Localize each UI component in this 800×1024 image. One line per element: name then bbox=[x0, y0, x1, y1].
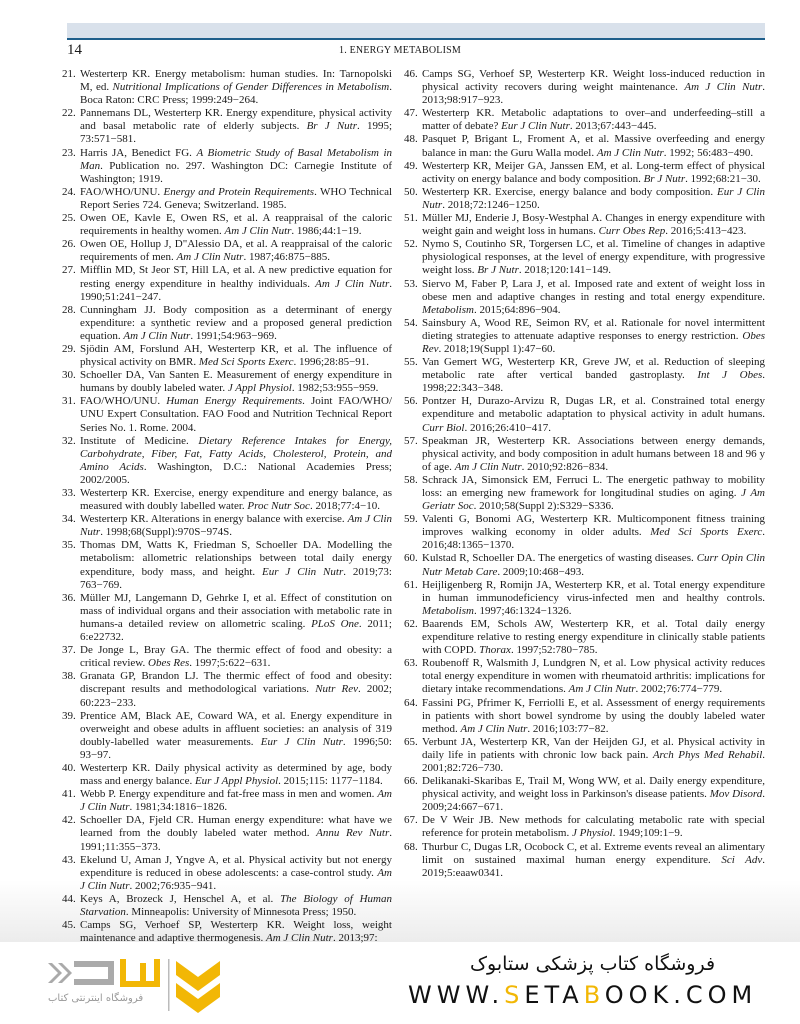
reference-text: Webb P. Energy expenditure and fat-free mass in men and women. bbox=[80, 788, 378, 801]
reference-journal: Am J Clin Nutr bbox=[80, 866, 392, 892]
reference-number: 44. bbox=[62, 892, 76, 905]
reference-journal: Eur J Clin Nutr bbox=[260, 735, 343, 748]
reference-text: Verbunt JA, Westerterp KR, Van der Heijden GJ, et al. Physical activity in daily life in patients with chronic low back pain. bbox=[422, 735, 765, 761]
reference-text: Pasquet P, Brigant L, Froment A, et al. Massive overfeeding and energy balance in man: the Guru Walla model. bbox=[422, 133, 765, 159]
reference-number: 28. bbox=[62, 303, 76, 316]
reference-item bbox=[62, 670, 392, 709]
reference-journal: Am J Clin Nutr bbox=[315, 277, 390, 290]
reference-citation: . 2002;76:774−779. bbox=[635, 683, 723, 696]
reference-text: Westerterp KR. Energy metabolism: human studies. In: Tarnopolski M, ed. bbox=[80, 68, 392, 94]
reference-citation: . WHO Technical Report Series 724. Geneva; Switzerland. 1985. bbox=[80, 185, 393, 211]
reference-text: Thurbur C, Dugas LR, Ocobock C, et al. Extreme events reveal an alimentary limit on sustained maximal human energy expenditure. bbox=[422, 840, 765, 866]
reference-item bbox=[404, 317, 765, 356]
reference-citation: . 2011; 6:e22732. bbox=[80, 617, 392, 644]
reference-number: 25. bbox=[62, 212, 76, 225]
reference-text: FAO/WHO/UNU. bbox=[80, 185, 164, 198]
store-name: فروشگاه کتاب پزشکی ستابوک bbox=[470, 953, 716, 975]
reference-journal: Curr Biol bbox=[422, 421, 465, 434]
url-accent-letter: S bbox=[504, 981, 525, 1009]
reference-citation: . Washington, D.C.: National Academies Press; 2002/2005. bbox=[80, 460, 392, 486]
reference-number: 26. bbox=[62, 238, 76, 251]
reference-citation: . 2013;67:443−445. bbox=[569, 120, 657, 133]
reference-item bbox=[404, 238, 765, 277]
reference-text: Pannemans DL, Westerterp KR. Energy expenditure, physical activity and basal metabolic rate of elderly subjects. bbox=[80, 107, 392, 133]
reference-journal: Br J Nutr bbox=[306, 120, 357, 133]
reference-journal: Am J Clin Nutr bbox=[80, 788, 392, 814]
reference-journal: Dietary Reference Intakes for Energy, Carbohydrate, Fiber, Fat, Fatty Acids, Cholesterol, Protein, and Amino Acids bbox=[80, 434, 392, 473]
reference-citation: . 2001;82:726−730. bbox=[422, 748, 765, 774]
reference-item bbox=[62, 343, 392, 369]
reference-text: Müller MJ, Langemann D, Gehrke I, et al. Effect of constitution on mass of individual organs and their association with metabolic rate in humans-a detailed review on allometric scaling. bbox=[80, 591, 392, 630]
reference-text: Heijligenberg R, Romijn JA, Westerterp KR, et al. Total energy expenditure in human immunodeficiency virus-infected men and healthy controls. bbox=[422, 578, 765, 604]
reference-citation: . 2018;72:1246−1250. bbox=[442, 198, 540, 211]
reference-item bbox=[404, 697, 765, 736]
reference-item bbox=[404, 435, 765, 474]
reference-number: 30. bbox=[62, 369, 76, 382]
reference-citation: . 2002; 60:223−233. bbox=[80, 683, 392, 709]
reference-citation: . 1981;34:1816−1826. bbox=[129, 801, 228, 814]
reference-number: 66. bbox=[404, 775, 418, 788]
reference-journal: Eur J Clin Nutr bbox=[262, 565, 344, 578]
reference-item bbox=[62, 814, 392, 853]
reference-number: 22. bbox=[62, 107, 76, 120]
reference-journal: Proc Nutr Soc bbox=[247, 500, 310, 513]
reference-number: 37. bbox=[62, 644, 76, 657]
reference-text: Owen OE, Kavle E, Owen RS, et al. A reappraisal of the caloric requirements in healthy women. bbox=[80, 212, 392, 238]
reference-item bbox=[62, 788, 392, 814]
reference-text: Pontzer H, Durazo-Arvizu R, Dugas LR, et al. Constrained total energy expenditure and metabolic adaptation to physical activity in adult humans. bbox=[422, 395, 765, 421]
reference-journal: Am J Clin Nutr bbox=[596, 146, 664, 159]
reference-citation: . 2009;24:667−671. bbox=[422, 788, 766, 814]
reference-number: 42. bbox=[62, 814, 76, 827]
url-part: WWW. bbox=[408, 981, 505, 1009]
reference-number: 40. bbox=[62, 761, 76, 774]
reference-text: Valenti G, Bonomi AG, Westerterp KR. Multicomponent fitness training improves walking economy in older adults. bbox=[422, 513, 765, 539]
reference-number: 59. bbox=[404, 513, 418, 526]
reference-number: 49. bbox=[404, 159, 418, 172]
reference-number: 35. bbox=[62, 539, 76, 552]
reference-citation: . 1997;46:1324−1326. bbox=[473, 604, 572, 617]
reference-text: Westerterp KR. Metabolic adaptations to over–and underfeeding–still a matter of debate? bbox=[422, 107, 765, 133]
reference-number: 52. bbox=[404, 238, 418, 251]
reference-citation: . 2016;5:413−423. bbox=[665, 225, 747, 238]
reference-citation: . 2016;26:410−417. bbox=[464, 421, 552, 434]
reference-text: Van Gemert WG, Westerterp KR, Greve JW, et al. Reduction of sleeping metabolic rate after vertical banded gastroplasty. bbox=[422, 356, 765, 382]
reference-journal: Nutritional Implications of Gender Differences in Metabolism bbox=[112, 81, 390, 94]
reference-number: 36. bbox=[62, 591, 76, 604]
reference-text: FAO/WHO/UNU. bbox=[80, 395, 167, 408]
reference-citation: . 1992;68:21−30. bbox=[685, 172, 761, 185]
reference-text: Harris JA, Benedict FG. bbox=[80, 146, 197, 159]
reference-citation: . 2016;103:77−82. bbox=[527, 722, 609, 735]
reference-journal: Human Energy Requirements bbox=[166, 395, 303, 408]
reference-journal: Sci Adv bbox=[721, 853, 763, 866]
reference-text: Baarends EM, Schols AW, Westerterp KR, et al. Total daily energy expenditure relative to resting energy expenditure in clinically stable patients with COPD. bbox=[422, 617, 765, 657]
reference-text: Speakman JR, Westerterp KR. Associations between energy demands, physical activity, and body composition in adult humans between 18 and 96 y of age. bbox=[422, 434, 765, 473]
reference-number: 45. bbox=[62, 919, 76, 932]
reference-text: Camps SG, Verhoef SP, Westerterp KR. Weight loss, weight maintenance and adaptive thermogenesis. bbox=[80, 919, 392, 945]
reference-journal: Int J Obes bbox=[697, 369, 763, 382]
reference-journal: Nutr Rev bbox=[315, 683, 359, 696]
setabook-logo bbox=[40, 951, 220, 1019]
reference-item bbox=[62, 919, 392, 945]
reference-number: 33. bbox=[62, 487, 76, 499]
reference-item bbox=[404, 278, 765, 317]
reference-text: Sainsbury A, Wood RE, Seimon RV, et al. Rationale for novel intermittent dieting strategies to attenuate adaptive responses to energy restriction. bbox=[422, 316, 765, 342]
reference-item bbox=[62, 710, 392, 762]
reference-journal: Thorax bbox=[479, 644, 511, 657]
reference-citation: . 1996;50: 93−97. bbox=[80, 735, 392, 761]
reference-number: 46. bbox=[404, 68, 418, 80]
reference-journal: A Biometric Study of Basal Metabolism in Man bbox=[80, 146, 392, 172]
reference-journal: Am J Clin Nutr bbox=[684, 81, 763, 94]
reference-citation: . 1997;52:780−785. bbox=[510, 644, 598, 657]
reference-text: De Jonge L, Bray GA. The thermic effect of food and obesity: a critical review. bbox=[80, 644, 392, 670]
header-rule bbox=[67, 38, 765, 40]
url-part: ETA bbox=[524, 981, 584, 1009]
reference-number: 47. bbox=[404, 107, 418, 120]
reference-item bbox=[62, 762, 392, 788]
reference-text: Schrack JA, Simonsick EM, Ferruci L. The energetic pathway to mobility loss: an emerging new framework for longitudinal studies on aging. bbox=[422, 473, 765, 499]
reference-text: Mifflin MD, St Jeor ST, Hill LA, et al. A new predictive equation for resting energy expenditure in healthy individuals. bbox=[80, 264, 392, 290]
reference-citation: . Minneapolis: University of Minnesota Press; 1950. bbox=[125, 906, 357, 918]
reference-text: Schoeller DA, Fjeld CR. Human energy expenditure: what have we learned from the doubly labeled water method. bbox=[80, 814, 392, 840]
reference-number: 67. bbox=[404, 814, 418, 827]
reference-citation: . 1996;28:85−91. bbox=[293, 356, 370, 369]
reference-item bbox=[62, 68, 392, 107]
header-band bbox=[67, 23, 765, 38]
reference-journal: Curr Obes Rep bbox=[598, 225, 666, 238]
reference-text: Sjödin AM, Forslund AH, Westerterp KR, et al. The influence of physical activity on BMR. bbox=[80, 342, 392, 369]
reference-text: Fassini PG, Pfrimer K, Ferriolli E, et al. Assessment of energy requirements in patients with short bowel syndrome by using the doubly labeled water method. bbox=[422, 696, 765, 735]
reference-journal: Eur J Clin Nutr bbox=[422, 185, 765, 211]
reference-number: 24. bbox=[62, 185, 76, 198]
reference-text: Thomas DM, Watts K, Friedman S, Schoeller DA. Modelling the metabolism: allometric relationships between total daily energy expenditure, body mass, and height. bbox=[80, 539, 392, 578]
reference-citation: . Joint FAO/WHO/ UNU Expert Consultation. FAO Food and Nutrition Technical Report Series No. 1. Rome. 2004. bbox=[80, 395, 393, 434]
reference-journal: J Physiol bbox=[571, 827, 613, 840]
reference-item bbox=[404, 552, 765, 578]
reference-item bbox=[404, 618, 765, 657]
reference-citation: . 1987;46:875−885. bbox=[243, 251, 331, 264]
reference-item bbox=[62, 186, 392, 212]
reference-item bbox=[404, 579, 765, 618]
reference-number: 23. bbox=[62, 146, 76, 159]
reference-citation: . 2019;5:eaaw0341. bbox=[422, 853, 765, 879]
reference-text: Granata GP, Brandon LJ. The thermic effect of food and obesity: discrepant results and methodological variations. bbox=[80, 670, 392, 696]
reference-text: Kulstad R, Schoeller DA. The energetics of wasting diseases. bbox=[422, 552, 697, 565]
reference-number: 65. bbox=[404, 735, 418, 748]
reference-number: 27. bbox=[62, 264, 76, 277]
reference-journal: Annu Rev Nutr bbox=[316, 827, 390, 840]
reference-citation: . 1998;22:343−348. bbox=[422, 369, 765, 395]
reference-journal: Am J Clin Nutr bbox=[568, 683, 636, 696]
reference-journal: Energy and Protein Requirements bbox=[163, 185, 315, 198]
reference-journal: Obes Rev bbox=[422, 329, 765, 355]
reference-number: 57. bbox=[404, 434, 418, 447]
reference-journal: Am J Clin Nutr bbox=[454, 460, 522, 473]
references-right-column bbox=[404, 68, 765, 880]
reference-number: 56. bbox=[404, 395, 418, 408]
reference-number: 64. bbox=[404, 696, 418, 709]
reference-item bbox=[62, 644, 392, 670]
page-number: 14 bbox=[67, 42, 82, 58]
reference-item bbox=[62, 369, 392, 395]
reference-item bbox=[404, 395, 765, 434]
reference-item bbox=[404, 657, 765, 696]
reference-journal: Med Sci Sports Exerc bbox=[198, 356, 294, 369]
reference-number: 34. bbox=[62, 513, 76, 526]
reference-text: Siervo M, Faber P, Lara J, et al. Imposed rate and extent of weight loss in obese men and adaptive changes in resting and total energy expenditure. bbox=[422, 277, 765, 303]
reference-text: Westerterp KR. Alterations in energy balance with exercise. bbox=[80, 513, 348, 526]
reference-text: Prentice AM, Black AE, Coward WA, et al. Energy expenditure in overweight and obese adults in affluent societies: an analysis of 319 doubly-labelled water measurements. bbox=[80, 709, 392, 748]
reference-item bbox=[404, 107, 765, 133]
reference-citation: . 1997;5:622−631. bbox=[189, 657, 271, 670]
reference-item bbox=[62, 264, 392, 303]
reference-text: Westerterp KR. Exercise, energy expenditure and energy balance, as measured with doubly labelled water. bbox=[80, 487, 392, 513]
reference-journal: Eur J Clin Nutr bbox=[501, 120, 570, 133]
reference-citation: . 2018;120:141−149. bbox=[518, 264, 611, 277]
reference-citation: . 1992; 56:483−490. bbox=[663, 146, 754, 159]
reference-item bbox=[404, 736, 765, 775]
reference-journal: Am J Clin Nutr bbox=[176, 251, 244, 264]
reference-citation: . 1991;11:355−373. bbox=[80, 827, 392, 853]
reference-journal: Am J Clin Nutr bbox=[80, 513, 392, 539]
reference-item bbox=[62, 238, 392, 264]
reference-item bbox=[404, 356, 765, 395]
reference-text: Delikanaki-Skaribas E, Trail M, Wong WW, et al. Daily energy expenditure, physical activity, and weight loss in Parkinson's disease patients. bbox=[422, 775, 765, 801]
reference-citation: . 2002;76:935−941. bbox=[129, 879, 217, 892]
reference-number: 60. bbox=[404, 552, 418, 565]
reference-journal: PLoS One bbox=[311, 617, 359, 630]
reference-text: De V Weir JB. New methods for calculating metabolic rate with special reference for protein metabolism. bbox=[422, 814, 765, 840]
url-part: OOK.COM bbox=[604, 981, 758, 1009]
reference-item bbox=[404, 841, 765, 880]
reference-item bbox=[62, 435, 392, 487]
reference-journal: Curr Opin Clin Nutr Metab Care bbox=[422, 552, 765, 578]
reference-item bbox=[62, 107, 392, 146]
reference-citation: . 1990;51:241−247. bbox=[80, 277, 392, 303]
reference-citation: . 1982;53:955−959. bbox=[291, 382, 379, 395]
reference-text: Camps SG, Verhoef SP, Westerterp KR. Weight loss-induced reduction in physical activity recovers during weight maintenance. bbox=[422, 68, 765, 94]
reference-journal: Am J Clin Nutr bbox=[460, 722, 528, 735]
reference-journal: Metabolism bbox=[422, 303, 474, 316]
reference-citation: . 2018;77:4−10. bbox=[309, 500, 381, 513]
reference-item bbox=[62, 539, 392, 591]
reference-number: 53. bbox=[404, 277, 418, 290]
reference-number: 38. bbox=[62, 670, 76, 683]
reference-citation: . 2013;97: bbox=[332, 932, 378, 945]
reference-journal: Am J Clin Nutr bbox=[123, 329, 191, 342]
reference-journal: J Appl Physiol bbox=[227, 382, 292, 395]
reference-citation: . 1995; 73:571−581. bbox=[80, 120, 392, 146]
reference-citation: . 2019;73: 763−769. bbox=[80, 565, 392, 591]
reference-number: 62. bbox=[404, 617, 418, 630]
reference-journal: Obes Res bbox=[148, 657, 190, 670]
reference-text: Owen OE, Hollup J, D"Alessio DA, et al. A reappraisal of the caloric requirements of men. bbox=[80, 238, 392, 264]
reference-citation: . 2016;48:1365−1370. bbox=[422, 526, 765, 552]
reference-citation: . 2015;115: 1177−1184. bbox=[278, 775, 383, 788]
reference-text: Schoeller DA, Van Santen E. Measurement of energy expenditure in humans by doubly labeled water. bbox=[80, 369, 392, 395]
reference-item bbox=[62, 395, 392, 434]
reference-text: Westerterp KR. Exercise, energy balance and body composition. bbox=[422, 185, 717, 198]
reference-citation: . 2009;10:468−493. bbox=[497, 565, 584, 578]
reference-item bbox=[62, 304, 392, 343]
reference-journal: Mov Disord bbox=[709, 788, 763, 801]
reference-number: 51. bbox=[404, 212, 418, 225]
reference-item bbox=[404, 186, 765, 212]
reference-citation: . 1991;54:963−969. bbox=[190, 329, 277, 342]
reference-journal: Am J Clin Nutr bbox=[266, 932, 333, 945]
url-accent-letter: B bbox=[583, 981, 605, 1009]
reference-item bbox=[62, 212, 392, 238]
reference-number: 58. bbox=[404, 473, 418, 486]
reference-journal: Eur J Appl Physiol bbox=[194, 775, 279, 788]
reference-number: 50. bbox=[404, 185, 418, 198]
reference-citation: . 1986;44:1−19. bbox=[291, 225, 362, 238]
reference-item bbox=[62, 513, 392, 539]
reference-text: Westerterp KR. Daily physical activity as determined by age, body mass and energy balance. bbox=[80, 761, 392, 788]
reference-number: 32. bbox=[62, 434, 76, 447]
store-footer bbox=[0, 945, 800, 1024]
reference-citation: . 2018;19(Suppl 1):47−60. bbox=[438, 342, 556, 355]
reference-citation: . Boca Raton: CRC Press; 1999:249−264. bbox=[80, 81, 392, 107]
reference-item bbox=[404, 814, 765, 840]
reference-journal: Am J Clin Nutr bbox=[224, 225, 292, 238]
reference-number: 61. bbox=[404, 578, 418, 591]
reference-journal: Br J Nutr bbox=[643, 172, 686, 185]
reference-number: 43. bbox=[62, 853, 76, 866]
reference-number: 29. bbox=[62, 342, 76, 355]
logo-subtitle: فروشگاه اینترنتی کتاب bbox=[48, 993, 144, 1004]
running-title: 1. ENERGY METABOLISM bbox=[339, 45, 461, 56]
reference-number: 68. bbox=[404, 840, 418, 853]
reference-number: 54. bbox=[404, 316, 418, 329]
reference-item bbox=[62, 147, 392, 186]
reference-citation: . Publication no. 297. Washington DC: Carnegie Institute of Washington; 1919. bbox=[80, 159, 392, 185]
store-url[interactable] bbox=[408, 981, 757, 1009]
reference-text: Roubenoff R, Walsmith J, Lundgren N, et al. Low physical activity reduces total energy expenditure in women with rheumatoid arthritis: implications for dietary intake recommendations. bbox=[422, 657, 765, 696]
reference-item bbox=[62, 487, 392, 513]
reference-text: Müller MJ, Enderie J, Bosy-Westphal A. Changes in energy expenditure with weight gain and weight loss in humans. bbox=[422, 212, 765, 238]
reference-citation: . 2010;92:826−834. bbox=[521, 460, 609, 473]
reference-citation: . 2015;64:896−904. bbox=[473, 303, 561, 316]
reference-citation: . 1949;109:1−9. bbox=[612, 827, 683, 840]
reference-journal: Metabolism bbox=[422, 604, 474, 617]
reference-item bbox=[404, 160, 765, 186]
reference-item bbox=[404, 68, 765, 107]
reference-text: Nymo S, Coutinho SR, Torgersen LC, et al. Timeline of changes in adaptive physiological responses, at the level of energy expenditure, with progressive weight loss. bbox=[422, 238, 765, 277]
reference-text: Cunningham JJ. Body composition as a determinant of energy expenditure: a synthetic review and a proposed general prediction equation. bbox=[80, 303, 392, 342]
reference-item bbox=[404, 775, 765, 814]
reference-journal: Br J Nutr bbox=[477, 264, 519, 277]
reference-journal: The Biology of Human Starvation bbox=[80, 892, 392, 918]
reference-number: 21. bbox=[62, 68, 76, 80]
reference-text: Institute of Medicine. bbox=[80, 434, 199, 447]
reference-citation: . 2010;58(Suppl 2):S329−S336. bbox=[473, 500, 614, 513]
reference-text: Keys A, Brozeck J, Henschel A, et al. bbox=[80, 892, 281, 905]
reference-item bbox=[404, 212, 765, 238]
reference-item bbox=[404, 513, 765, 552]
reference-journal: Arch Phys Med Rehabil bbox=[652, 748, 763, 761]
reference-number: 48. bbox=[404, 133, 418, 146]
reference-number: 39. bbox=[62, 709, 76, 722]
reference-item bbox=[62, 592, 392, 644]
reference-text: Westerterp KR, Meijer GA, Janssen EM, et al. Long-term effect of physical activity on energy balance and body composition. bbox=[422, 159, 765, 185]
references-left-column bbox=[62, 68, 392, 945]
reference-number: 41. bbox=[62, 788, 76, 801]
reference-number: 63. bbox=[404, 657, 418, 670]
reference-journal: Med Sci Sports Exerc bbox=[650, 526, 763, 539]
reference-text: Ekelund U, Aman J, Yngve A, et al. Physical activity but not energy expenditure is reduced in obese adolescents: a case-control study. bbox=[80, 853, 392, 879]
reference-number: 55. bbox=[404, 356, 418, 369]
reference-number: 31. bbox=[62, 395, 76, 408]
reference-item bbox=[404, 133, 765, 159]
reference-citation: . 1998;68(Suppl):970S−974S. bbox=[100, 526, 232, 539]
reference-item bbox=[62, 854, 392, 893]
reference-citation: . 2013;98:917−923. bbox=[422, 81, 766, 107]
reference-item bbox=[404, 474, 765, 513]
reference-item bbox=[62, 893, 392, 919]
reference-journal: J Am Geriatr Soc bbox=[422, 487, 765, 513]
